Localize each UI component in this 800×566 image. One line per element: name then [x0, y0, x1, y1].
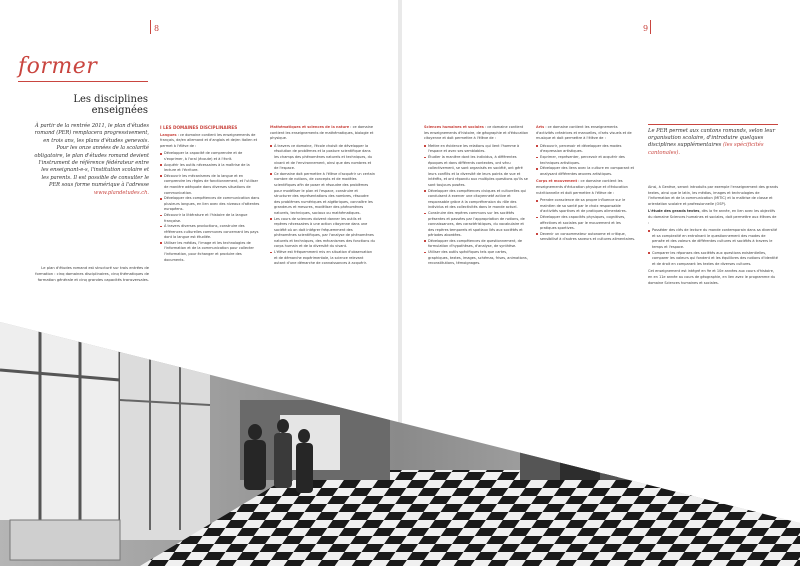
- arts-bullets: [536, 144, 636, 178]
- math-science-bullet: L'élève est fréquemment mis en situation d'observation et de démarche expérimentale, la science relevant autant d'une démarche de connaissances à acquérir.: [270, 250, 375, 267]
- arts-intro: [536, 125, 636, 142]
- body-bullets: [536, 198, 636, 243]
- arts-bullet: Développer des liens avec la culture en comparant et analysant différentes œuvres artistiques.: [536, 166, 636, 177]
- page-number: 8: [154, 24, 160, 33]
- grands-textes-bullets: [648, 228, 778, 267]
- human-sciences-bullet: Développer des compétences de questionnement, de formulation d'hypothèses, d'analyse, de synthèse.: [424, 239, 529, 250]
- math-science-header: Mathématiques et sciences de la nature: [270, 125, 350, 129]
- cantonal-column: [648, 185, 778, 288]
- callout-highlight: (les spécificités cantonales).: [648, 142, 764, 156]
- math-science-bullet: Les cours de sciences doivent donner les outils et repères nécessaires à une action citoyenne dans une société où on doit intégrer fréquemment des phénomènes scientifiques, par l'analyse de phénomènes naturels et techniques, des mécanismes des fonctions du corps humain et de la diversité du vivant.: [270, 217, 375, 251]
- intro-text: À partir de la rentrée 2011, le plan d'études romand (PER) remplacera progressivement, en trois ans, les plans d'études genevois. Pour les onze années de la scolarité obligatoire, le plan d'études romand devient l'instrument de référence fédérateur entre les enseignant-e-s, l'institution scolaire et les parents. Il est possible de consulter le PER sous forme numérique à l'adresse: [34, 123, 149, 189]
- human-sciences-intro-text: : ce domaine contient les enseignements d'histoire, de géographie et d'éducation citoyenne et doit permettre à l'élève de :: [424, 125, 529, 141]
- human-sciences-column: [424, 125, 529, 269]
- cantonal-callout: [648, 128, 778, 157]
- languages-bullet: À travers diverses productions, construire des références culturelles communes concernant les pays dont la langue est étudiée.: [160, 224, 260, 241]
- languages-label: Langues: [160, 132, 177, 137]
- grands-textes-label: L'étude des grands textes: [648, 209, 700, 214]
- plandetudes-link[interactable]: www.plandetudes.ch.: [93, 189, 149, 196]
- integration-paragraph: Cet enseignement est intégré en 9e et 10e années aux cours d'histoire, en en 11e année au cours de géographie, en lien avec le programme du domaine Sciences humaines et sociales.: [648, 269, 776, 285]
- geneva-paragraph: Ainsi, à Genève, seront introduits par exemple l'enseignement des grands textes, ainsi que le latin, les médias, images et technologies de l'information et de la communication (MITIC) et la maîtrise de classe et orientation scolaire et professionnelle (OSP).: [648, 185, 779, 206]
- callout-text: Le PER permet aux cantons romands, selon leur organisation scolaire, d'introduire quelques disciplines supplémentaires: [648, 128, 776, 149]
- languages-intro-text: : ce domaine contient les enseignements de français, de/en allemand et d'anglais et de/en italien et permet à l'élève de :: [160, 132, 258, 148]
- languages-intro: [160, 133, 260, 150]
- math-science-bullet: À travers ce domaine, l'école choisit de développer la résolution de problèmes et la posture scientifique dans les champs des phénomènes naturels et techniques, du vivant et de l'environnement, ainsi que des nombres et de l'espace.: [270, 144, 375, 172]
- title-rule: [18, 81, 148, 82]
- arts-intro-text: : ce domaine contient les enseignements d'activités créatrices et manuelles, d'arts visuels et de musique et doit permettre à l'élève de :: [536, 125, 632, 141]
- arts-body-column: [536, 125, 636, 245]
- structure-paragraph: Le plan d'études romand est structuré sur trois entrées de formation : cinq domaines disciplinaires, cinq thématiques de formation générale et cinq grandes capacités transversales.: [35, 266, 149, 282]
- human-sciences-intro: [424, 125, 529, 142]
- languages-bullet: Utiliser les médias, l'image et les technologies de l'information et de la communication pour collecter l'information, pour échanger et produire des documents.: [160, 241, 260, 263]
- disciplinary-domains-header: I LES DOMAINES DISCIPLINAIRES: [160, 125, 238, 130]
- intro-paragraph: [34, 123, 149, 197]
- body-movement-bullet: Devenir un consommateur autonome et critique, sensibilisé à d'autres saveurs et cultures alimentaires.: [536, 232, 636, 243]
- languages-column: [160, 125, 260, 265]
- section-title: former: [18, 54, 98, 79]
- math-intro: [270, 125, 375, 142]
- languages-bullet: Découvrir les mécanismes de la langue et en comprendre les règles de fonctionnement, et l'utiliser de manière adéquate dans diverses situations de communication.: [160, 174, 260, 196]
- page-number-right: 9: [643, 24, 649, 33]
- math-paragraphs: [270, 144, 375, 267]
- body-intro: [536, 179, 636, 196]
- languages-bullet: Acquérir les outils nécessaires à la maîtrise de la lecture et l'écriture.: [160, 163, 260, 174]
- arts-bullet: Exprimer, représenter, percevoir et acquérir des techniques artistiques.: [536, 155, 636, 166]
- grands-textes-intro: [648, 209, 778, 226]
- languages-bullet: Développer des compétences de communication dans plusieurs langues, en lien avec des niveaux d'attentes européens.: [160, 196, 260, 213]
- arts-label: Arts: [536, 125, 545, 129]
- page-heading: Les disciplines enseignées: [73, 94, 148, 116]
- languages-bullet: Découvrir la littérature et l'histoire de la langue française.: [160, 213, 260, 224]
- human-sciences-header: Sciences humaines et sociales: [424, 125, 484, 129]
- math-science-column: [270, 125, 375, 269]
- math-intro-text: : ce domaine contient les enseignements de mathématiques, biologie et physique.: [270, 125, 374, 141]
- callout-rule: [648, 124, 778, 125]
- human-sciences-bullet: Mettre en évidence les relations qui lient l'homme à l'espace et avec ses semblables.: [424, 144, 529, 155]
- languages-bullets: [160, 151, 260, 263]
- human-sciences-bullet: Développer des compétences civiques et culturelles qui conduisent à exercer une citoyenneté active et responsable grâce à la compréhension du rôle des individus et des collectivités dans le monde actuel.: [424, 189, 529, 211]
- human-sciences-bullets: [424, 144, 529, 267]
- languages-bullet: Développer la capacité de comprendre et de s'exprimer, à l'oral (écoute) et à l'écrit.: [160, 151, 260, 162]
- body-intro-text: : ce domaine contient les enseignements d'éducation physique et d'éducation nutritionnelle et doit permettre à l'élève de :: [536, 179, 628, 195]
- body-movement-bullet: Développer des capacités physiques, cognitives, affectives et sociales par le mouvement et les pratiques sportives.: [536, 215, 636, 232]
- body-movement-bullet: Prendre conscience de sa propre influence sur le maintien de sa santé par le choix responsable d'activités sportives et de pratiques alimentaires.: [536, 198, 636, 215]
- body-movement-label: Corps et mouvement: [536, 179, 578, 184]
- human-sciences-bullet: Étudier la manière dont les individus, à différentes époques et dans différents contextes, ont vécu collectivement, se sont organisés en société, ont géré leurs conflits et la diversité de leurs points de vue et intérêts, et ont répondu aux multiples questions qu'ils se sont toujours posées.: [424, 155, 529, 189]
- grands-textes-bullet: Posséder des clés de lecture du monde contemporain dans sa diversité et sa complexité en entraînant le questionnement des modes de pensée et des valeurs de différentes cultures et sociétés à travers le temps et l'espace.: [648, 228, 778, 250]
- grands-textes-text: , dès la 9e année, en lien avec les objectifs du domaine Sciences humaines et sociales, doit permettre aux élèves de :: [648, 209, 777, 225]
- grands-textes-bullet: Comparer les réponses des sociétés aux questions existentielles, comparer les valeurs qui fondent et les équilibres des notions d'identité et de droit en comparant les textes de diverses cultures.: [648, 251, 778, 268]
- human-sciences-bullet: Utiliser des outils spécifiques tels que cartes, graphiques, textes, images, schémas, frises, animations, reconstitutions, témoignages.: [424, 250, 529, 267]
- human-sciences-bullet: Construire des repères communs sur les sociétés présentes et passées par l'appropriation de notions, de connaissances, des caractéristiques, du vocabulaire et des repères temporels et spatiaux liés aux sociétés et périodes abordées.: [424, 211, 529, 239]
- math-science-bullet: Ce domaine doit permettre à l'élève d'acquérir un certain nombre de notions, de concepts et de modèles scientifiques afin de poser et résoudre des problèmes pour modéliser le plan et l'espace, construire et structurer des représentations des nombres, résoudre des problèmes numériques et algébriques, connaître les grandeurs et mesures, modéliser des phénomènes naturels, techniques, sociaux ou mathématiques.: [270, 172, 375, 217]
- arts-bullet: Découvrir, percevoir et développer des modes d'expression artistiques.: [536, 144, 636, 155]
